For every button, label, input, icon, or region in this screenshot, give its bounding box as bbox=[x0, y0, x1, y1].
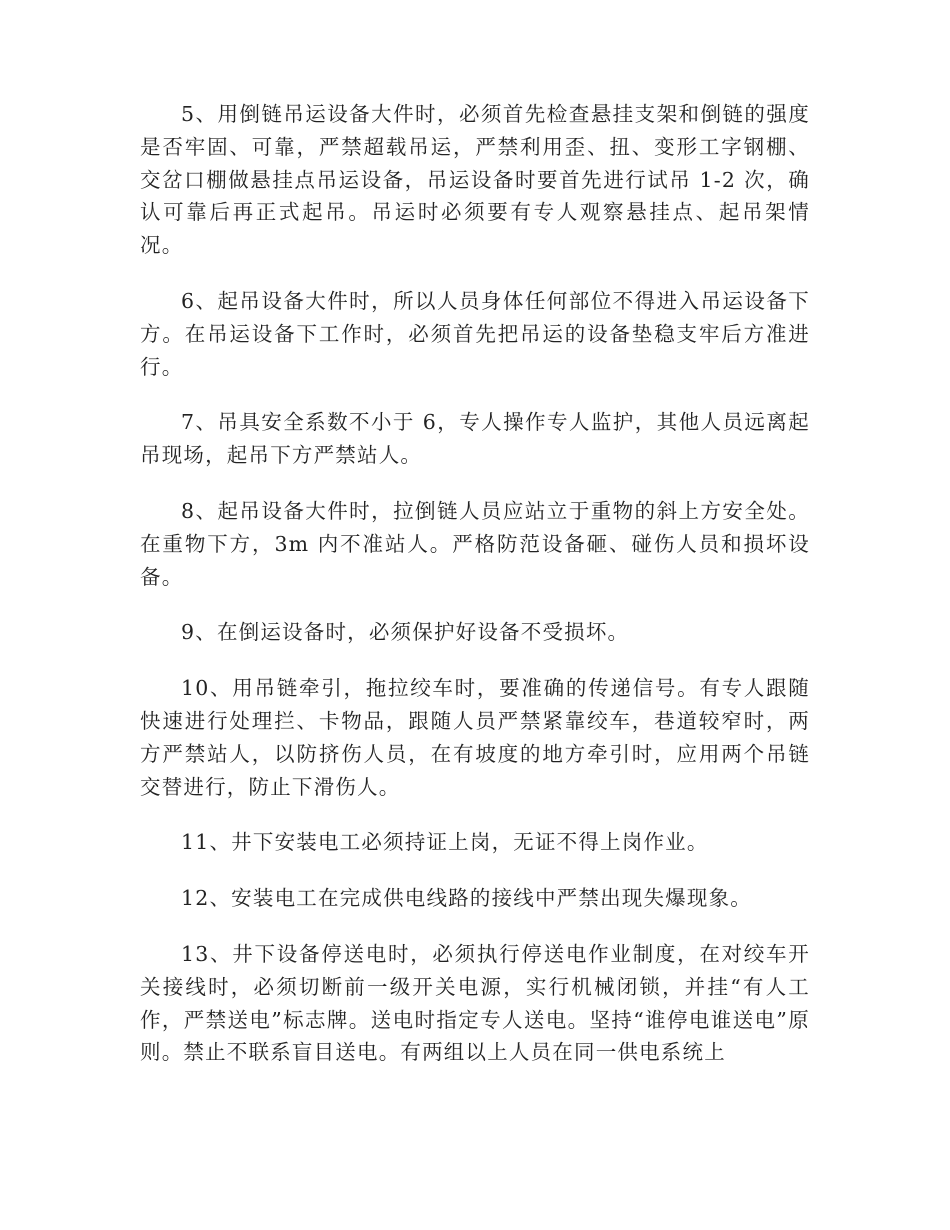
paragraph-item-11: 11、井下安装电工必须持证上岗，无证不得上岗作业。 bbox=[181, 830, 709, 855]
paragraph-item-6: 6、起吊设备大件时，所以人员身体任何部位不得进入吊运设备下方。在吊运设备下工作时，必须首先把吊运的设备垫稳支牢后方准进行。 bbox=[140, 288, 810, 379]
paragraph-item-7: 7、吊具安全系数不小于 6，专人操作专人监护，其他人员远离起吊现场，起吊下方严禁站人。 bbox=[140, 410, 810, 468]
paragraph-item-12: 12、安装电工在完成供电线路的接线中严禁出现失爆现象。 bbox=[181, 886, 752, 911]
paragraph-item-9: 9、在倒运设备时，必须保护好设备不受损坏。 bbox=[181, 620, 630, 645]
paragraph-item-8: 8、起吊设备大件时，拉倒链人员应站立于重物的斜上方安全处。在重物下方，3m 内不准站人。严格防范设备砸、碰伤人员和损坏设备。 bbox=[140, 498, 810, 589]
paragraph-item-5: 5、用倒链吊运设备大件时，必须首先检查悬挂支架和倒链的强度是否牢固、可靠，严禁超载吊运，严禁利用歪、扭、变形工字钢棚、交岔口棚做悬挂点吊运设备，吊运设备时要首先进行试吊 1-2 次，确认可靠后再正式起吊。吊运时必须要有专人观察悬挂点、起吊架情况。 bbox=[140, 102, 810, 258]
paragraph-item-10: 10、用吊链牵引，拖拉绞车时，要准确的传递信号。有专人跟随快速进行处理拦、卡物品，跟随人员严禁紧靠绞车，巷道较窄时，两方严禁站人，以防挤伤人员，在有坡度的地方牵引时，应用两个吊链交替进行，防止下滑伤人。 bbox=[140, 676, 810, 799]
paragraph-item-13: 13、井下设备停送电时，必须执行停送电作业制度，在对绞车开关接线时，必须切断前一级开关电源，实行机械闭锁，并挂“有人工作，严禁送电”标志牌。送电时指定专人送电。坚持“谁停电谁送电”原则。禁止不联系盲目送电。有两组以上人员在同一供电系统上 bbox=[140, 941, 810, 1065]
